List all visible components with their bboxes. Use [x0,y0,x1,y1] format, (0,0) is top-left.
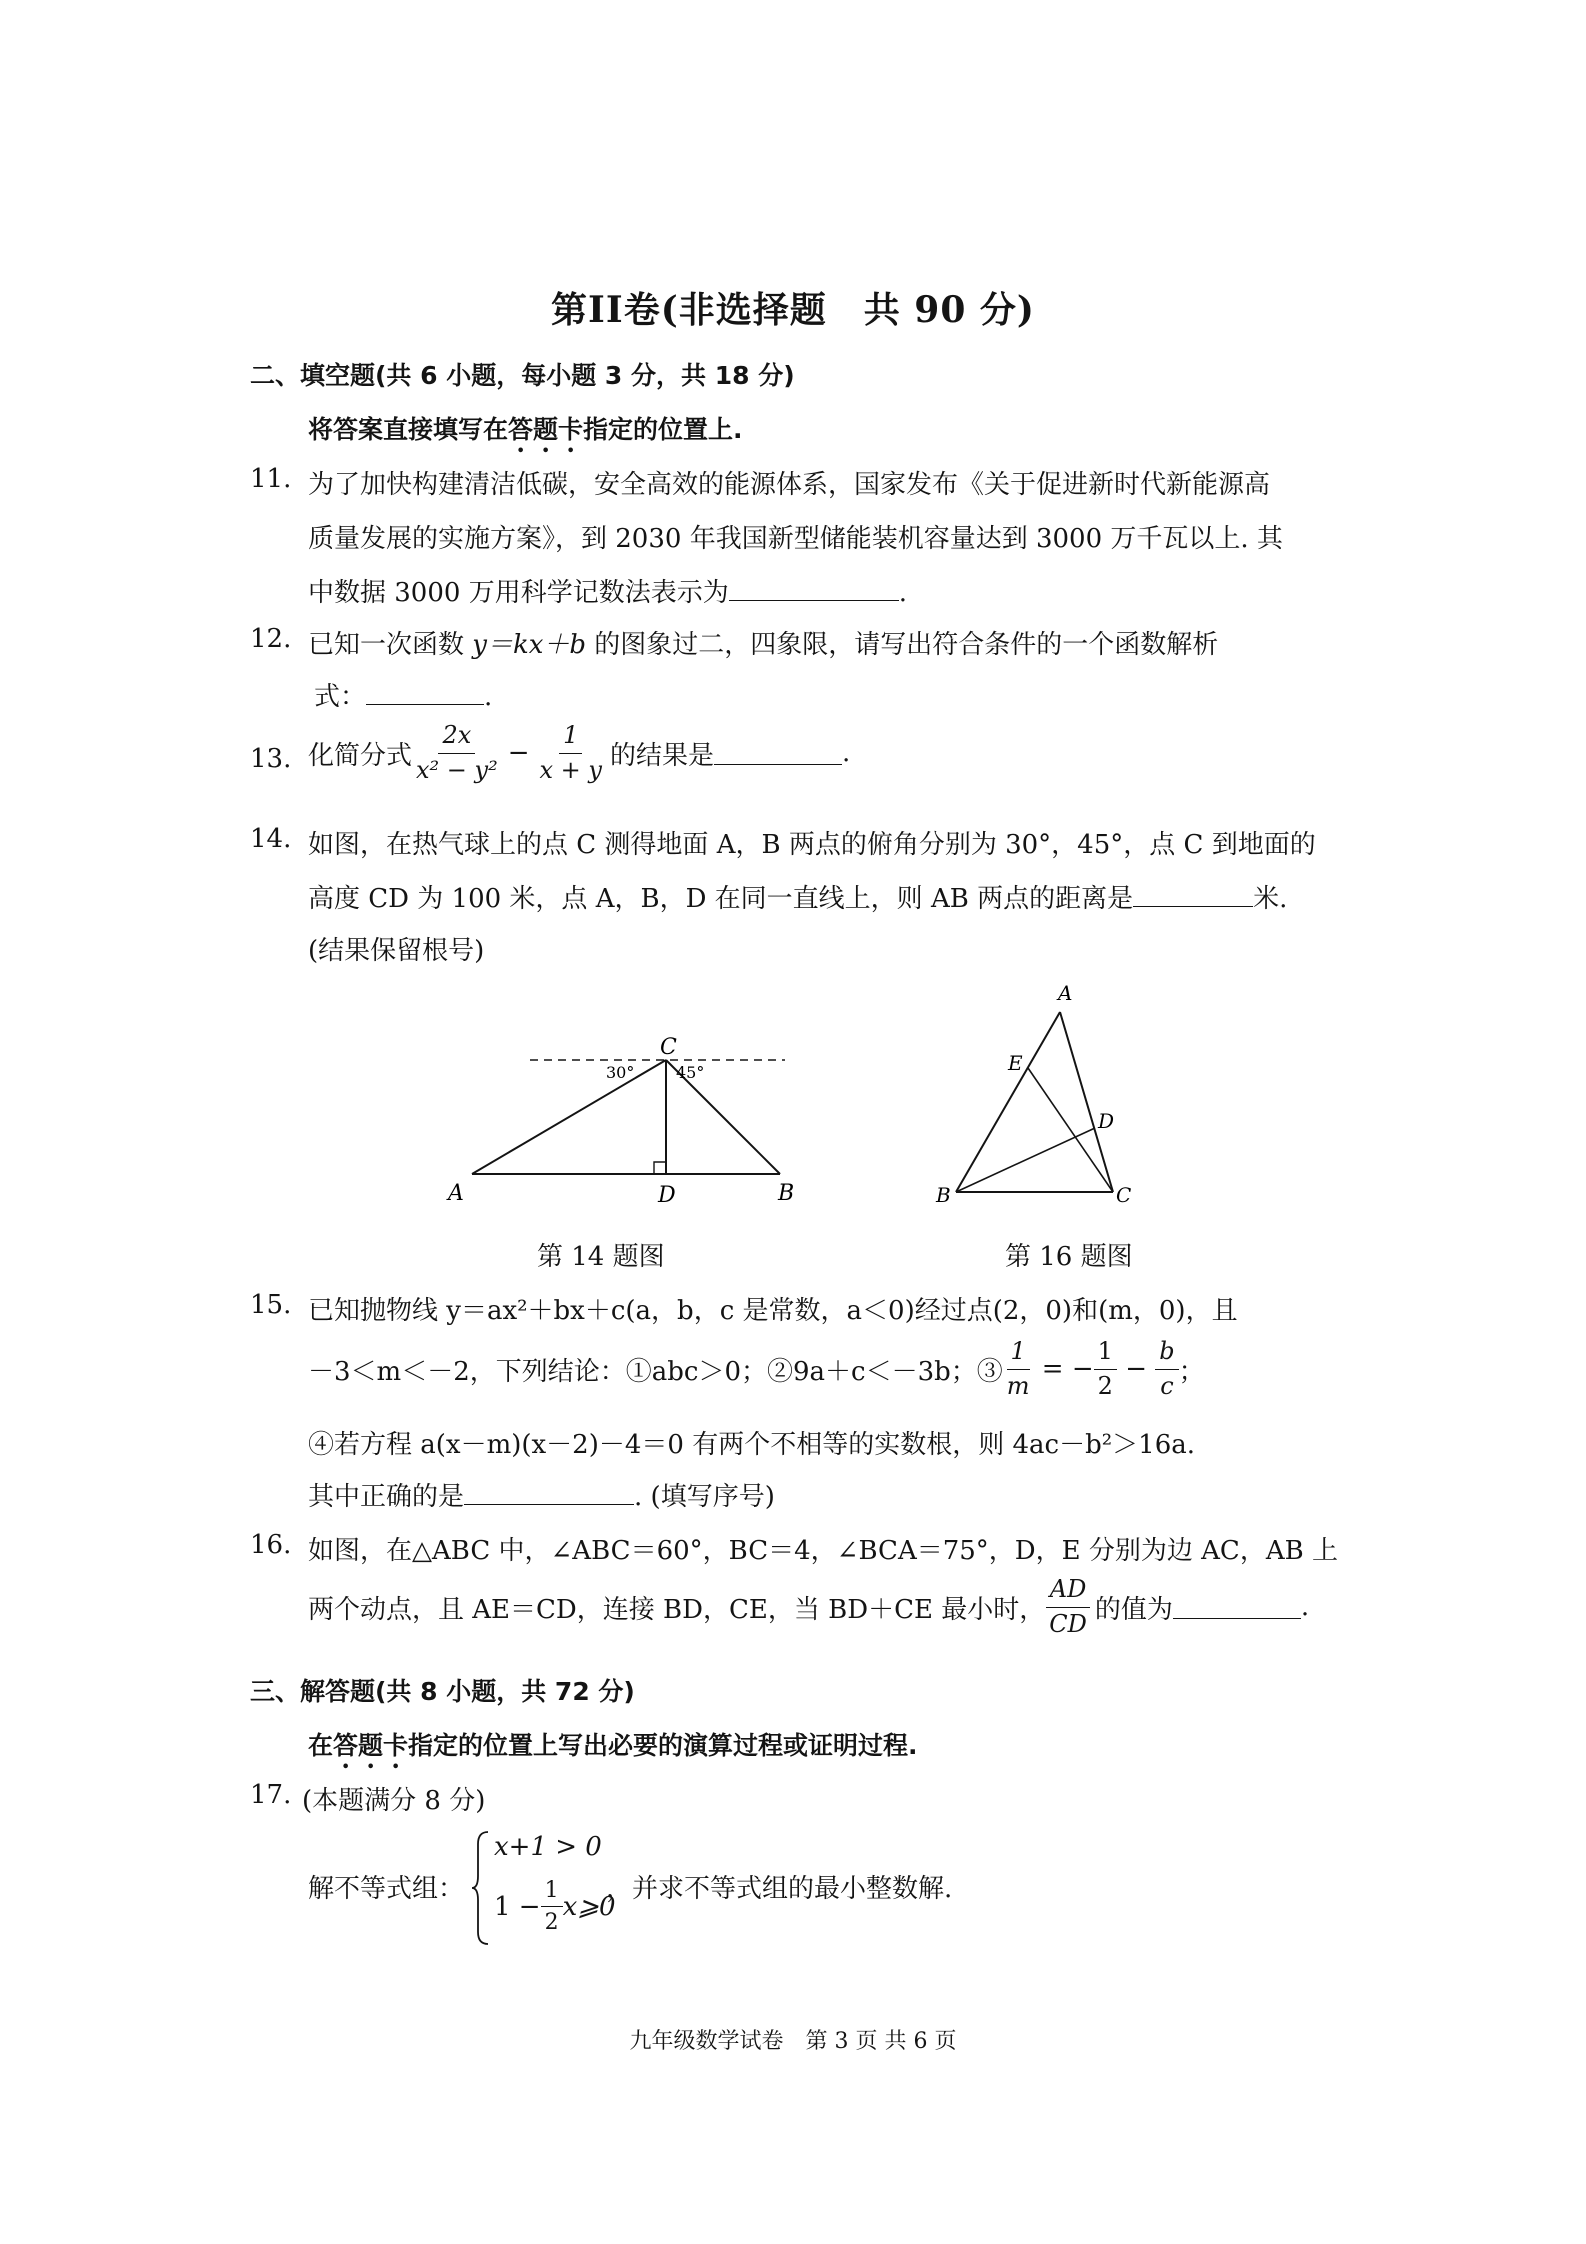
fig14-angle-30: 30° [606,1063,635,1082]
q14-line3: (结果保留根号) [308,936,485,966]
q14-line1: 如图，在热气球上的点 C 测得地面 A，B 两点的俯角分别为 30°，45°，点 C 到地面的 [308,830,1316,860]
fig14-label-B: B [778,1181,795,1206]
q13-number: 13. [250,744,292,774]
fig14-line-AC [472,1060,666,1174]
fig14-caption: 第 14 题图 [537,1242,665,1272]
q17-inequality-2: 1 − $\frac{1}{2}$ x⩾0 [494,1878,616,1936]
q12-line2: 式： . [314,682,493,712]
section-2-heading: 二、填空题(共 6 小题，每小题 3 分，共 18 分) [250,361,795,390]
q17-suffix: ，并求不等式组的最小整数解. [606,1874,953,1904]
q15-fraction-1-over-m: $\frac{1}{m}$ [1006,1337,1030,1400]
fig16-label-B: B [936,1183,951,1207]
q17-score: (本题满分 8 分) [302,1786,486,1816]
q11-number: 11. [250,464,292,494]
fig14-angle-45: 45° [676,1063,705,1082]
q11-line1: 为了加快构建清洁低碳，安全高效的能源体系，国家发布《关于促进新时代新能源高 [308,470,1271,500]
emphasis-answer-card: 答题卡 [333,1731,409,1760]
q15-answer-blank [464,1482,634,1505]
q17-inequality-1: x+1 > 0 [494,1832,602,1862]
fig16-label-D: D [1098,1109,1115,1133]
q13-answer-blank [714,742,842,765]
fig16-label-A: A [1058,981,1073,1005]
q13-fraction-1: $\frac{2x}{\text{x² − y²}}$ [416,721,498,784]
q15-fraction-b-over-c: $\frac{b}{c}$ [1155,1338,1178,1400]
section-2-instruction: 将答案直接填写在答题卡指定的位置上. [308,415,743,444]
q12-function: y＝kx＋b [472,630,587,660]
section-3-instruction: 在答题卡指定的位置上写出必要的演算过程或证明过程. [308,1731,918,1760]
q11-answer-blank [729,578,899,601]
q16-line1: 如图，在△ABC 中，∠ABC＝60°，BC＝4，∠BCA＝75°，D，E 分别为边 AC，AB 上 [308,1536,1338,1566]
page-footer: 九年级数学试卷 第 3 页 共 6 页 [629,2029,957,2054]
fig16-label-C: C [1116,1183,1132,1207]
q17-brace [470,1828,494,1948]
q15-number: 15. [250,1290,292,1320]
fig16-caption: 第 16 题图 [1005,1242,1133,1272]
fig14-label-D: D [658,1183,676,1208]
q12-line1: 已知一次函数 y＝kx＋b 的图象过二，四象限，请写出符合条件的一个函数解析 [308,630,1219,660]
q17-fraction-half: $\frac{1}{2}$ [541,1878,563,1936]
q14-number: 14. [250,824,292,854]
q16-fraction-AD-over-CD: $\frac{AD}{CD}$ [1045,1576,1091,1638]
figure-16 [920,970,1160,1220]
fig16-label-E: E [1008,1051,1023,1075]
emphasis-answer-card: 答题卡 [508,415,584,444]
q15-line4: 其中正确的是 . (填写序号) [308,1482,775,1512]
fig16-line-AC [1060,1012,1113,1192]
q13-fraction-2: $\frac{1}{x + y}$ [539,721,602,784]
fig14-right-angle-mark [654,1162,666,1174]
q16-line2: 两个动点，且 AE＝CD，连接 BD，CE，当 BD＋CE 最小时， $\frac{AD}{CD}$ 的值为 . [308,1575,1310,1638]
q15-line3: ④若方程 a(x－m)(x－2)－4＝0 有两个不相等的实数根，则 4ac－b²＞16a. [308,1430,1195,1460]
fig16-line-AB [956,1012,1060,1192]
q16-answer-blank [1173,1596,1301,1619]
fig14-label-A: A [448,1181,464,1206]
q17-prefix: 解不等式组： [308,1874,465,1904]
q15-line2: －3＜m＜－2，下列结论：①abc＞0；②9a＋c＜－3b；③ $\frac{1}{m}$ = − $\frac{1}{2}$ − $\frac{b}{c}$ ； [308,1337,1205,1400]
page-title: 第II卷(非选择题 共 90 分) [551,289,1035,331]
q15-fraction-half: $\frac{1}{2}$ [1094,1338,1117,1400]
q12-answer-blank [366,682,484,705]
q16-number: 16. [250,1530,292,1560]
q11-line2: 质量发展的实施方案》，到 2030 年我国新型储能装机容量达到 3000 万千瓦以上. 其 [308,524,1283,554]
q14-answer-blank [1133,884,1253,907]
q14-line2: 高度 CD 为 100 米，点 A，B，D 在同一直线上，则 AB 两点的距离是 米. [308,884,1288,914]
fig16-line-BD [956,1128,1095,1192]
q15-line1: 已知抛物线 y＝ax²＋bx＋c(a，b，c 是常数，a＜0)经过点(2，0)和(m，0)，且 [308,1296,1238,1326]
q11-line3: 中数据 3000 万用科学记数法表示为 . [308,578,907,608]
q12-number: 12. [250,624,292,654]
fig14-label-C: C [660,1035,677,1060]
q13-line: 化简分式 $\frac{2x}{\text{x² − y²}}$ − $\frac{1}{x + y}$ 的结果是 . [308,721,851,784]
q17-number: 17. [250,1780,292,1810]
section-3-heading: 三、解答题(共 8 小题，共 72 分) [250,1677,635,1706]
figure-14 [440,1020,820,1220]
